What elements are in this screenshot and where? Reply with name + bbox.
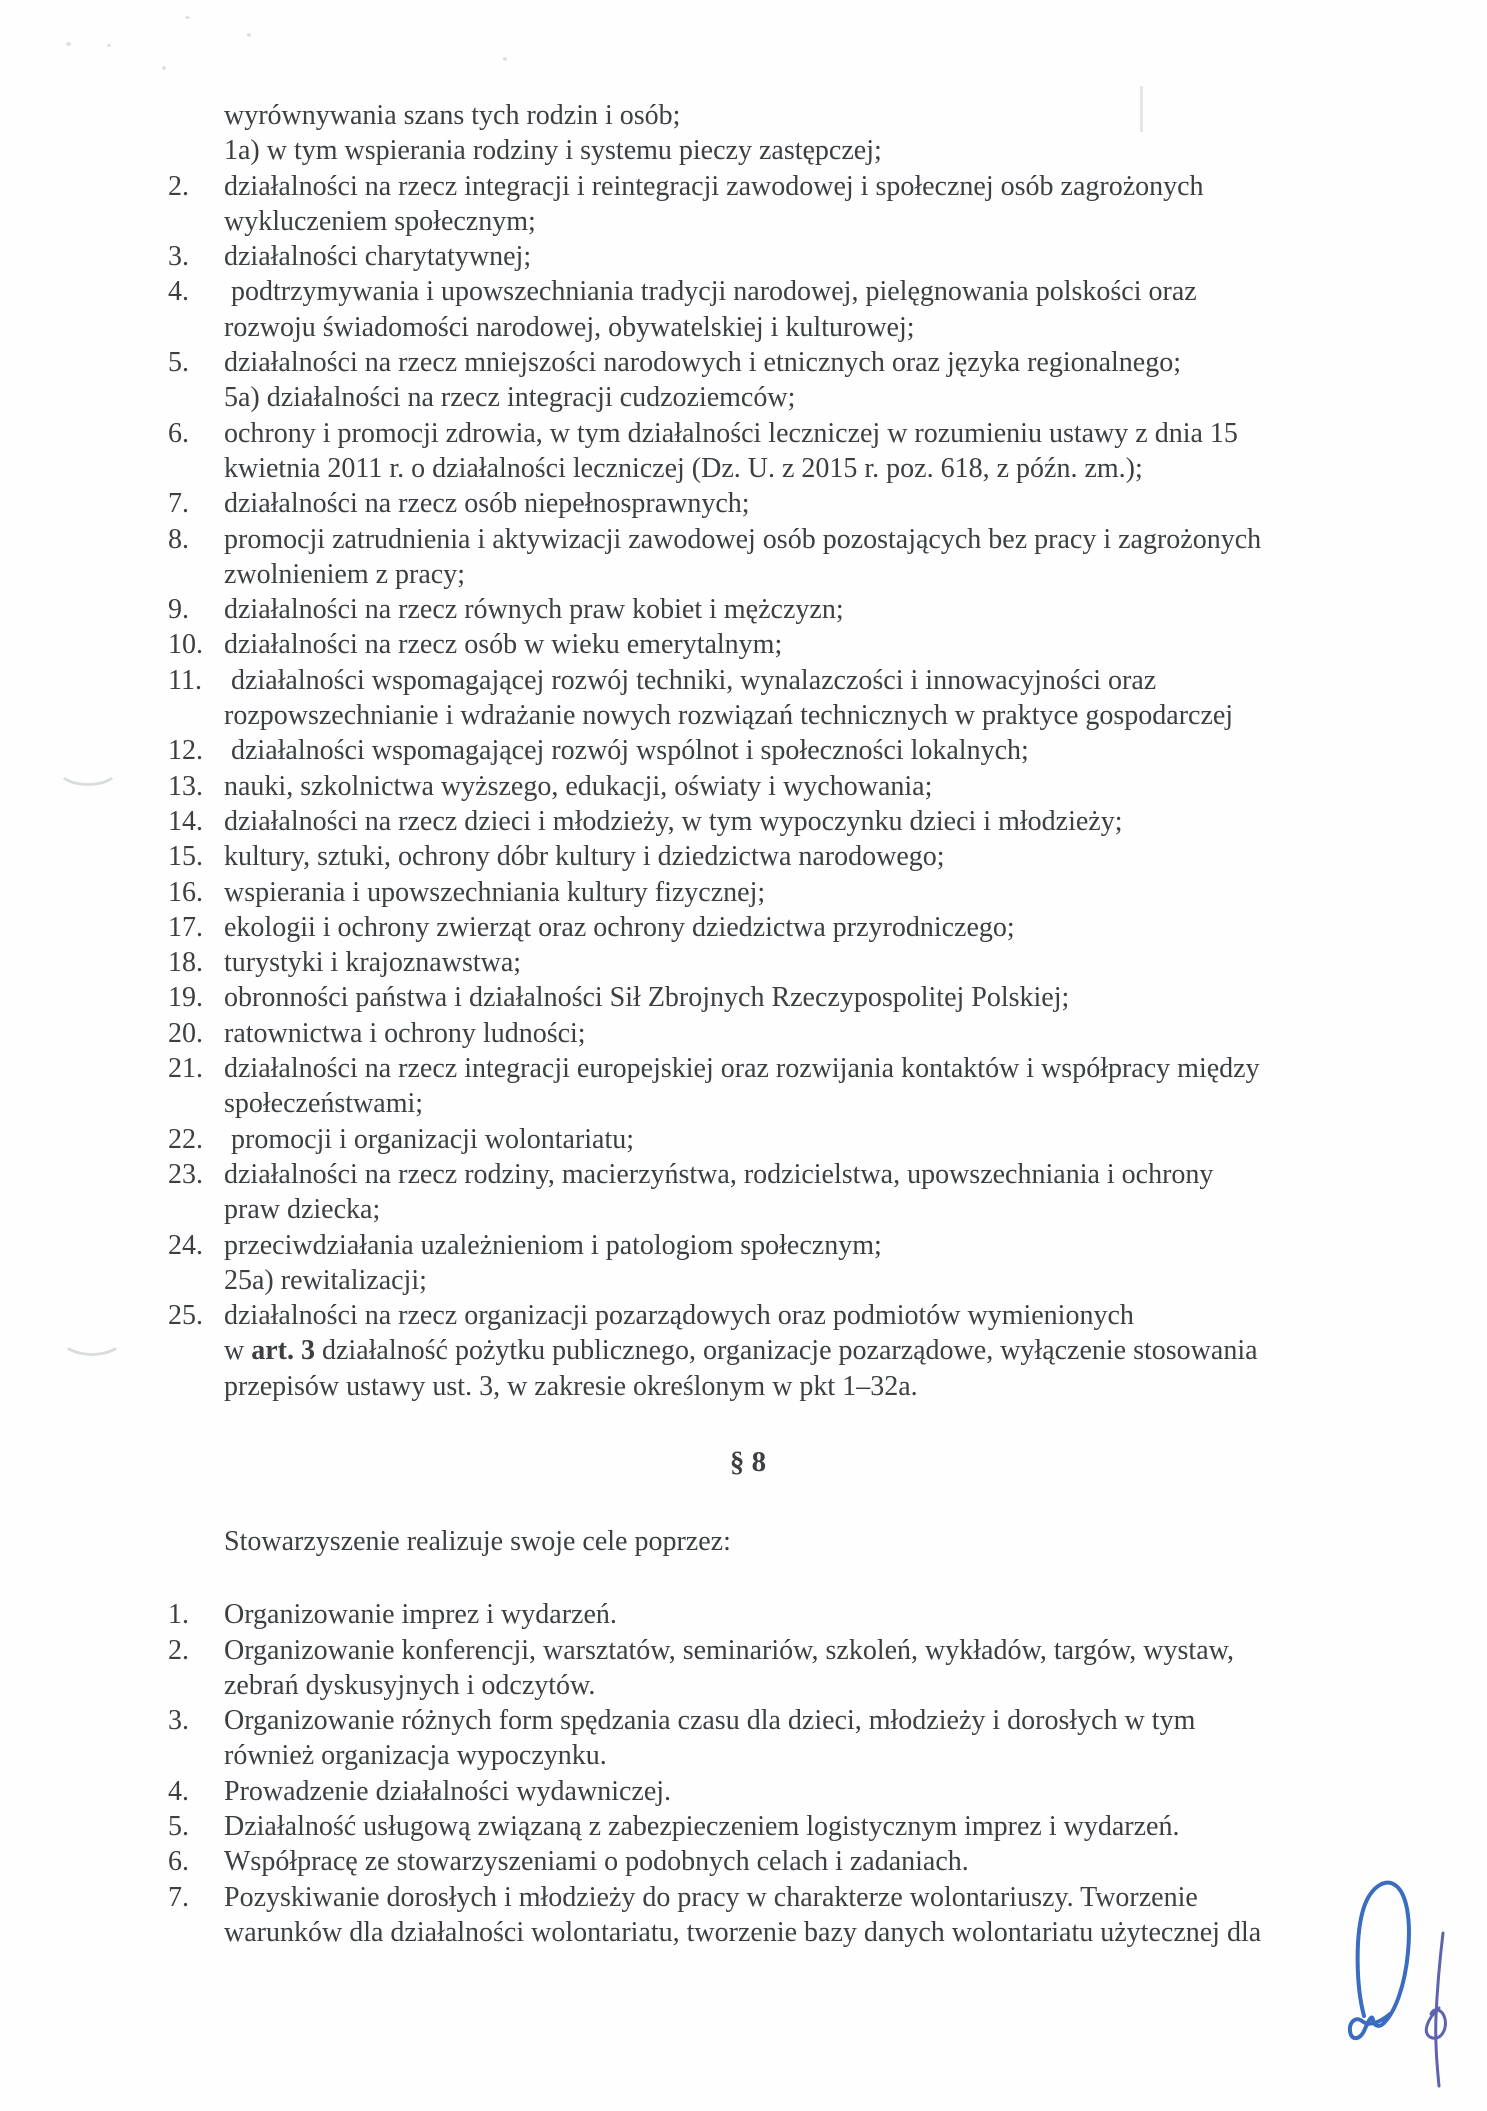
item-line: podtrzymywania i upowszechniania tradycji narodowej, pielęgnowania polskości oraz [224,276,1197,308]
item-number: 14. [168,805,203,837]
item-line: działalności na rzecz organizacji pozarządowych oraz podmiotów wymienionych [224,1300,1134,1332]
list-item [168,733,1448,768]
item-line: zwolnieniem z pracy; [224,558,466,590]
list-item [168,1263,1448,1298]
list-item [168,592,1448,627]
list-item [168,910,1448,945]
list-item [168,945,1448,980]
section-heading: § 8 [729,1445,767,1478]
item-number: 25. [168,1300,203,1332]
item-line: działalności wspomagającej rozwój techniki, wynalazczości i innowacyjności oraz [224,664,1157,696]
item-line: Pozyskiwanie dorosłych i młodzieży do pracy w charakterze wolontariuszy. Tworzenie [224,1881,1198,1913]
text-segment: działalność pożytku publicznego, organizacje pozarządowe, wyłączenie stosowania [315,1335,1258,1367]
item-number: 2. [168,1634,189,1666]
item-line: działalności na rzecz dzieci i młodzieży, w tym wypoczynku dzieci i młodzieży; [224,805,1123,837]
item-number: 19. [168,982,203,1014]
list-item [168,239,1448,274]
item-line: ekologii i ochrony zwierząt oraz ochrony dziedzictwa przyrodniczego; [224,911,1015,943]
item-number: 8. [168,523,189,555]
item-line: warunków dla działalności wolontariatu, tworzenie bazy danych wolontariatu użytecznej dla [224,1916,1262,1948]
item-line: praw dziecka; [224,1194,381,1226]
document-body [168,98,1448,1950]
item-number: 4. [168,276,189,308]
item-line: 5a) działalności na rzecz integracji cudzoziemców; [224,382,796,414]
list-item [168,380,1448,415]
item-number: 16. [168,876,203,908]
item-number: 15. [168,841,203,873]
scan-speck [247,33,251,37]
item-line: kwietnia 2011 r. o działalności leczniczej (Dz. U. z 2015 r. poz. 618, z późn. zm.); [224,452,1143,484]
list-item [168,416,1448,487]
list-item [168,980,1448,1015]
scan-speck [162,66,166,70]
item-line: przepisów ustawy ust. 3, w zakresie określonym w pkt 1–32a. [224,1370,918,1402]
item-number: 18. [168,947,203,979]
list-item [168,1774,1448,1809]
text-segment: w [224,1335,252,1367]
item-number: 17. [168,911,203,943]
item-line: zebrań dyskusyjnych i odczytów. [224,1669,596,1701]
item-line: promocji zatrudnienia i aktywizacji zawodowej osób pozostających bez pracy i zagrożonych [224,523,1262,555]
list-item [168,274,1448,345]
item-line: nauki, szkolnictwa wyższego, edukacji, oświaty i wychowania; [224,770,933,802]
item-line [224,1333,1448,1368]
item-line: przeciwdziałania uzależnieniom i patologiom społecznym; [224,1229,882,1261]
item-number: 9. [168,594,189,626]
list-item [168,663,1448,734]
item-line: turystyki i krajoznawstwa; [224,947,522,979]
scan-speck [107,44,111,47]
item-line: Działalność usługową związaną z zabezpieczeniem logistycznym imprez i wydarzeń. [224,1811,1180,1843]
list-item [168,1298,1448,1404]
scan-speck [66,42,71,46]
list-item [168,1809,1448,1844]
item-line: wykluczeniem społecznym; [224,205,536,237]
item-number: 7. [168,1881,189,1913]
item-line: Organizowanie imprez i wydarzeń. [224,1599,617,1631]
item-line: ratownictwa i ochrony ludności; [224,1017,586,1049]
list-item [168,1051,1448,1122]
numbered-list-means [168,1597,1448,1950]
signature-loop-stroke [1350,1883,1409,2038]
list-item [168,769,1448,804]
item-line: 25a) rewitalizacji; [224,1264,427,1296]
list-item [168,839,1448,874]
item-number: 1. [168,1599,189,1631]
list-item [168,522,1448,593]
item-number: 24. [168,1229,203,1261]
item-line: Organizowanie konferencji, warsztatów, seminariów, szkoleń, wykładów, targów, wystaw, [224,1634,1235,1666]
list-item [168,1016,1448,1051]
list-item [168,1122,1448,1157]
item-line: ochrony i promocji zdrowia, w tym działalności leczniczej w rozumieniu ustawy z dnia 15 [224,417,1238,449]
list-item [168,1597,1448,1632]
item-line: promocji i organizacji wolontariatu; [224,1123,635,1155]
list-item [168,1228,1448,1263]
list-item [168,875,1448,910]
item-number: 13. [168,770,203,802]
item-number: 11. [168,664,202,696]
item-line: działalności na rzecz integracji i reintegracji zawodowej i społecznej osób zagrożonych [224,170,1204,202]
list-item [168,1844,1448,1879]
list-item [168,169,1448,240]
scan-speck [503,57,507,61]
item-number: 5. [168,347,189,379]
list-item [168,345,1448,380]
item-number: 6. [168,417,189,449]
item-number: 3. [168,241,189,273]
punch-hole-mark [60,1320,124,1356]
item-number: 6. [168,1846,189,1878]
list-item [168,486,1448,521]
item-line: działalności na rzecz rodziny, macierzyństwa, rodzicielstwa, upowszechniania i ochrony [224,1158,1214,1190]
item-line: również organizacja wypoczynku. [224,1740,607,1772]
item-number: 12. [168,735,203,767]
item-line: 1a) w tym wspierania rodziny i systemu pieczy zastępczej; [224,135,882,167]
item-line: rozpowszechnianie i wdrażanie nowych rozwiązań technicznych w praktyce gospodarczej [224,700,1234,732]
list-item [168,1157,1448,1228]
scan-speck [185,16,190,19]
list-item [168,1703,1448,1774]
item-number: 3. [168,1705,189,1737]
item-number: 23. [168,1158,203,1190]
item-line: społeczeństwami; [224,1088,424,1120]
item-line: Współpracę ze stowarzyszeniami o podobnych celach i zadaniach. [224,1846,969,1878]
item-line: działalności charytatywnej; [224,241,532,273]
signature-ink [1318,1858,1487,2108]
item-number: 2. [168,170,189,202]
list-item [168,804,1448,839]
item-line: wyrównywania szans tych rodzin i osób; [224,100,681,131]
list-item [168,1633,1448,1704]
item-line: działalności na rzecz osób w wieku emerytalnym; [224,629,783,661]
item-line: wspierania i upowszechniania kultury fizycznej; [224,876,766,908]
item-line: działalności na rzecz osób niepełnosprawnych; [224,488,750,520]
item-line: Prowadzenie działalności wydawniczej. [224,1775,672,1807]
bold-text: art. 3 [251,1335,315,1367]
item-number: 21. [168,1053,203,1085]
item-line: działalności wspomagającej rozwój wspólnot i społeczności lokalnych; [224,735,1029,767]
item-line: kultury, sztuki, ochrony dóbr kultury i dziedzictwa narodowego; [224,841,945,873]
item-line: Organizowanie różnych form spędzania czasu dla dzieci, młodzieży i dorosłych w tym [224,1705,1196,1737]
item-number: 22. [168,1123,203,1155]
item-number: 4. [168,1775,189,1807]
numbered-list-goals [168,98,1448,1404]
item-number: 5. [168,1811,189,1843]
intro-line: Stowarzyszenie realizuje swoje cele poprzez: [224,1525,731,1557]
item-line: działalności na rzecz równych praw kobiet i mężczyzn; [224,594,844,626]
item-number: 10. [168,629,203,661]
item-line: działalności na rzecz integracji europejskiej oraz rozwijania kontaktów i współpracy między [224,1053,1260,1085]
item-line: obronności państwa i działalności Sił Zbrojnych Rzeczypospolitej Polskiej; [224,982,1070,1014]
list-item [168,98,1448,133]
item-number: 7. [168,488,189,520]
list-item [168,627,1448,662]
item-number: 20. [168,1017,203,1049]
item-line: rozwoju świadomości narodowej, obywatelskiej i kulturowej; [224,311,915,343]
punch-hole-mark [56,750,120,786]
list-item [168,1880,1448,1951]
list-item [168,133,1448,168]
item-line: działalności na rzecz mniejszości narodowych i etnicznych oraz języka regionalnego; [224,347,1182,379]
